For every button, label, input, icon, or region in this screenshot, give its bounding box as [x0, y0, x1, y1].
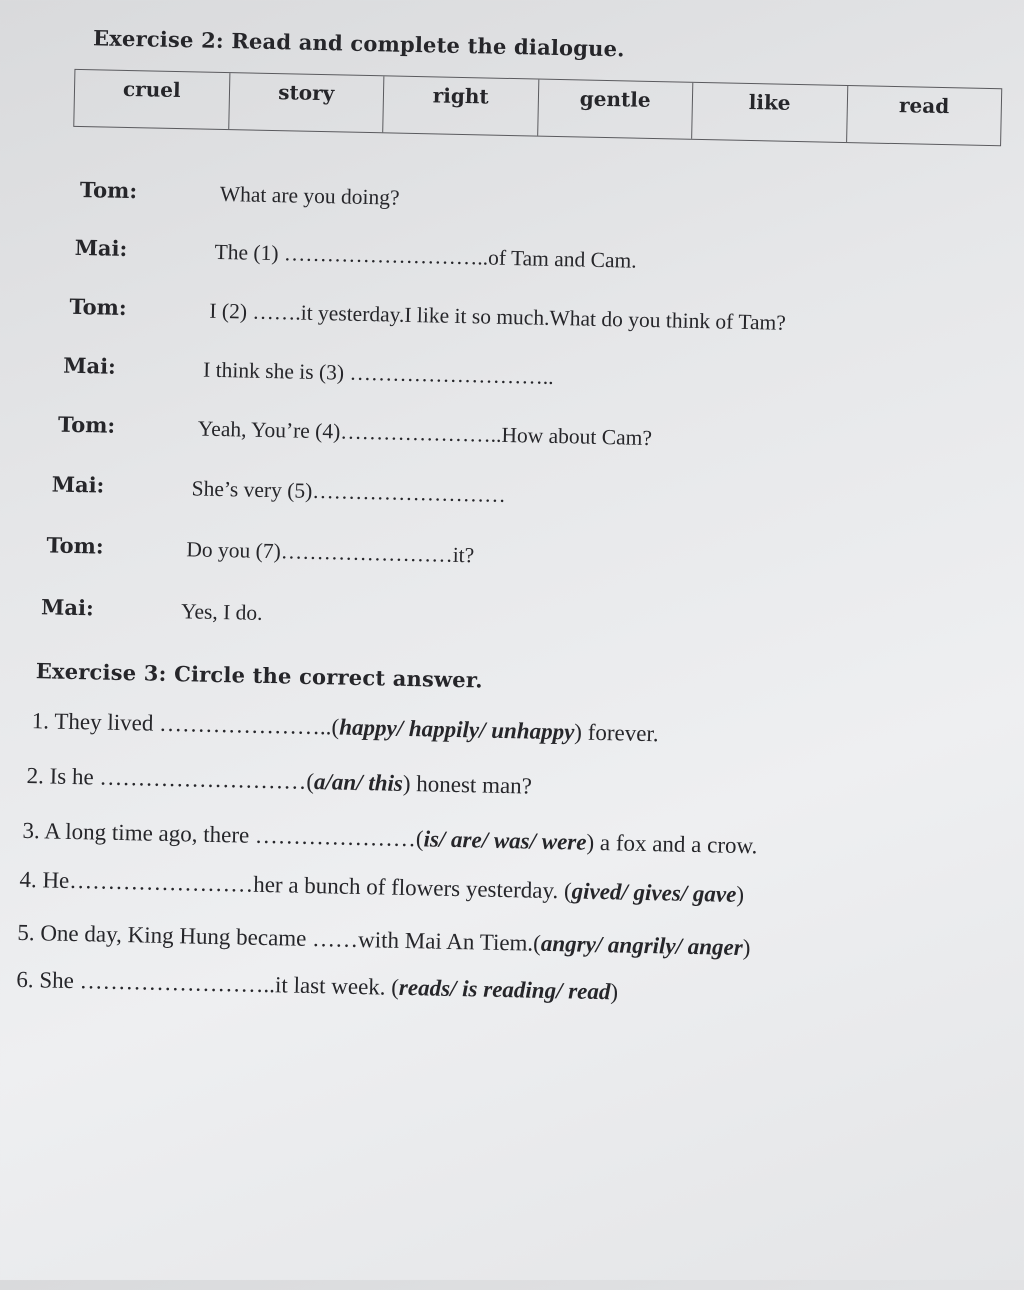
- exercise-2-title: Exercise 2: Read and complete the dialogue.: [92, 25, 625, 62]
- word-box-cell: right: [383, 76, 539, 135]
- word-box: [73, 69, 1002, 146]
- exercise-3-title: Exercise 3: Circle the correct answer.: [35, 658, 483, 693]
- question-item: [22, 818, 757, 859]
- question-text: 4. He……………………her a bunch of flowers yesterday. (: [19, 866, 572, 904]
- dialogue-speaker: Tom:: [79, 176, 138, 204]
- dialogue-line: I (2) …….it yesterday.I like it so much.What do you think of Tam?: [209, 298, 787, 335]
- dialogue-line: I think she is (3) ………………………..: [202, 357, 554, 389]
- answer-options: happy/ happily/ unhappy: [338, 714, 575, 745]
- question-item: [16, 967, 618, 1006]
- word-box-cell: cruel: [74, 70, 230, 129]
- dialogue-speaker: Mai:: [40, 594, 95, 621]
- question-item: [17, 920, 751, 961]
- dialogue-line: The (1) ………………………..of Tam and Cam.: [214, 239, 637, 273]
- answer-options: angry/ angrily/ anger: [540, 930, 744, 961]
- question-text: 1. They lived …………………..(: [31, 708, 340, 740]
- dialogue-line: She’s very (5)………………………: [191, 476, 507, 507]
- question-text: ): [610, 979, 619, 1005]
- word-box-cell: read: [898, 93, 950, 119]
- question-item: [26, 763, 532, 800]
- word-box-cell: story: [229, 73, 385, 132]
- question-text: ): [736, 881, 745, 908]
- dialogue-line: Do you (7)……………………it?: [186, 537, 475, 568]
- answer-options: reads/ is reading/ read: [398, 974, 611, 1005]
- dialogue-speaker: Mai:: [62, 352, 117, 379]
- dialogue-speaker: Tom:: [69, 293, 127, 320]
- dialogue-speaker: Mai:: [51, 471, 105, 498]
- question-text: ) forever.: [574, 719, 659, 747]
- dialogue-speaker: Mai:: [74, 234, 128, 261]
- answer-options: a/an/ this: [313, 769, 404, 796]
- question-text: 3. A long time ago, there …………………(: [22, 817, 424, 852]
- dialogue-line: What are you doing?: [219, 181, 400, 210]
- answer-options: is/ are/ was/ were: [423, 826, 587, 855]
- question-text: ): [742, 935, 751, 961]
- word-box-cell: gentle: [538, 80, 694, 139]
- question-item: [19, 867, 744, 908]
- dialogue-speaker: Tom:: [46, 532, 104, 559]
- question-text: ) honest man?: [402, 770, 533, 799]
- question-text: 6. She ……………………..it last week. (: [16, 966, 400, 1000]
- dialogue-speaker: Tom:: [57, 411, 116, 438]
- question-text: ) a fox and a crow.: [586, 829, 758, 859]
- answer-options: gived/ gives/ gave: [571, 878, 737, 907]
- question-item: [32, 708, 659, 747]
- dialogue-line: Yes, I do.: [180, 599, 263, 625]
- question-text: 2. Is he ………………………(: [26, 763, 315, 795]
- dialogue-line: Yeah, You’re (4)…………………..How about Cam?: [197, 416, 653, 451]
- word-box-cell: like: [692, 83, 848, 142]
- question-text: 5. One day, King Hung became ……with Mai An Tiem.(: [17, 919, 542, 956]
